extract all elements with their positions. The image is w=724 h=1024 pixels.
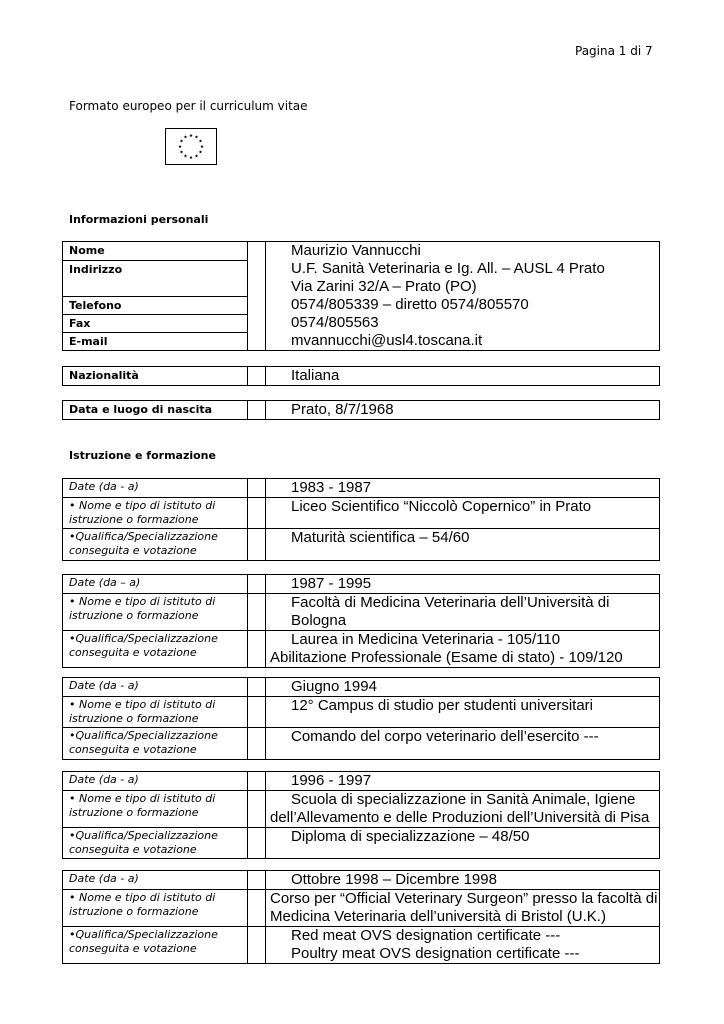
label-qualification: •Qualifica/Specializzazione — [69, 729, 218, 742]
table-row — [63, 529, 660, 561]
value-institute: Corso per “Official Veterinary Surgeon” presso la facoltà di — [270, 890, 658, 907]
table-row — [63, 260, 660, 296]
star-icon — [184, 135, 187, 138]
value-date: 1996 - 1997 — [291, 772, 372, 789]
value-telefono: 0574/805339 – diretto 0574/805570 — [291, 296, 529, 313]
value-institute-2: Medicina Veterinaria dell’università di Bristol (U.K.) — [270, 908, 606, 925]
label-institute-2: istruzione o formazione — [69, 712, 199, 725]
table-row — [63, 479, 660, 498]
education-entry — [62, 574, 660, 668]
label-date: Date (da - a) — [69, 480, 139, 493]
table-row — [63, 296, 660, 314]
value-institute-2: dell’Allevamento e delle Produzioni dell’Università di Pisa — [270, 809, 650, 826]
section-title-personal: Informazioni personali — [69, 213, 209, 226]
value-fax: 0574/805563 — [291, 314, 379, 331]
table-row — [63, 772, 660, 791]
value-qualification: Diploma di specializzazione – 48/50 — [291, 828, 530, 845]
table-row — [63, 678, 660, 697]
value-date: 1983 - 1987 — [291, 479, 372, 496]
star-icon — [189, 134, 192, 137]
label-institute: • Nome e tipo di istituto di — [69, 595, 216, 608]
star-icon — [180, 139, 183, 142]
star-icon — [189, 156, 192, 159]
value-date: 1987 - 1995 — [291, 575, 372, 592]
table-row — [63, 575, 660, 594]
section-title-education: Istruzione e formazione — [69, 449, 216, 462]
personal-info-table — [62, 241, 660, 351]
label-qualification-2: conseguita e votazione — [69, 743, 197, 756]
table-row — [63, 367, 660, 386]
label-institute-2: istruzione o formazione — [69, 806, 199, 819]
value-qualification-2: Abilitazione Professionale (Esame di stato) - 109/120 — [270, 649, 623, 666]
label-email: E-mail — [69, 334, 108, 348]
value-indirizzo: U.F. Sanità Veterinaria e Ig. All. – AUSL 4 Prato — [291, 260, 605, 277]
value-indirizzo-line2: Via Zarini 32/A – Prato (PO) — [291, 278, 477, 295]
label-nazionalita: Nazionalità — [69, 369, 139, 382]
table-row — [63, 401, 660, 420]
value-institute: Facoltà di Medicina Veterinaria dell’Università di Bologna — [291, 594, 610, 629]
value-qualification: Laurea in Medicina Veterinaria - 105/110 — [291, 631, 561, 648]
star-icon — [184, 154, 187, 157]
table-row — [63, 498, 660, 529]
value-qualification: Comando del corpo veterinario dell’esercito --- — [291, 728, 599, 745]
value-institute: Scuola di specializzazione in Sanità Animale, Igiene — [291, 791, 636, 808]
label-institute-2: istruzione o formazione — [69, 513, 199, 526]
table-row — [63, 828, 660, 859]
label-qualification: •Qualifica/Specializzazione — [69, 632, 218, 645]
birth-table — [62, 400, 660, 420]
value-date: Giugno 1994 — [291, 678, 377, 695]
label-nome: Nome — [69, 244, 105, 257]
label-date: Date (da – a) — [69, 576, 141, 589]
star-icon — [200, 145, 203, 148]
value-qualification: Red meat OVS designation certificate --- — [291, 927, 561, 944]
table-row — [63, 631, 660, 668]
label-institute: • Nome e tipo di istituto di — [69, 891, 216, 904]
document-title: Formato europeo per il curriculum vitae — [69, 99, 308, 113]
value-date: Ottobre 1998 – Dicembre 1998 — [291, 871, 497, 888]
label-qualification: •Qualifica/Specializzazione — [69, 530, 218, 543]
label-qualification-2: conseguita e votazione — [69, 544, 197, 557]
table-row — [63, 594, 660, 631]
star-icon — [199, 139, 202, 142]
table-row — [63, 242, 660, 261]
label-indirizzo: Indirizzo — [69, 262, 123, 276]
label-qualification: •Qualifica/Specializzazione — [69, 928, 218, 941]
education-entry — [62, 771, 660, 859]
value-qualification-2: Poultry meat OVS designation certificate --- — [291, 945, 580, 962]
eu-flag-logo — [165, 128, 217, 165]
label-qualification: •Qualifica/Specializzazione — [69, 829, 218, 842]
label-fax: Fax — [69, 316, 91, 330]
label-nascita: Data e luogo di nascita — [69, 403, 213, 416]
value-nazionalita: Italiana — [291, 367, 340, 384]
table-row — [63, 314, 660, 332]
label-date: Date (da - a) — [69, 773, 139, 786]
table-row — [63, 890, 660, 927]
star-icon — [195, 154, 198, 157]
star-icon — [178, 145, 181, 148]
value-nome: Maurizio Vannucchi — [291, 242, 421, 259]
value-email: mvannucchi@usl4.toscana.it — [291, 332, 483, 349]
value-institute: Liceo Scientifico “Niccolò Copernico” in Prato — [291, 498, 592, 515]
star-icon — [199, 150, 202, 153]
label-qualification-2: conseguita e votazione — [69, 646, 197, 659]
value-qualification: Maturità scientifica – 54/60 — [291, 529, 470, 546]
table-row — [63, 697, 660, 728]
table-row — [63, 728, 660, 760]
label-telefono: Telefono — [69, 298, 122, 312]
table-row — [63, 871, 660, 890]
page-number: Pagina 1 di 7 — [575, 44, 653, 58]
star-icon — [180, 150, 183, 153]
education-entry — [62, 478, 660, 561]
label-institute: • Nome e tipo di istituto di — [69, 792, 216, 805]
table-row — [63, 791, 660, 828]
education-entry — [62, 870, 660, 964]
value-institute: 12° Campus di studio per studenti universitari — [291, 697, 593, 714]
label-date: Date (da - a) — [69, 872, 139, 885]
nationality-table — [62, 366, 660, 386]
star-icon — [195, 135, 198, 138]
label-institute-2: istruzione o formazione — [69, 609, 199, 622]
label-qualification-2: conseguita e votazione — [69, 942, 197, 955]
label-institute: • Nome e tipo di istituto di — [69, 698, 216, 711]
table-row — [63, 332, 660, 351]
value-nascita: Prato, 8/7/1968 — [291, 401, 394, 418]
education-entry — [62, 677, 660, 760]
label-qualification-2: conseguita e votazione — [69, 843, 197, 856]
label-institute-2: istruzione o formazione — [69, 905, 199, 918]
label-institute: • Nome e tipo di istituto di — [69, 499, 216, 512]
label-date: Date (da - a) — [69, 679, 139, 692]
table-row — [63, 927, 660, 964]
